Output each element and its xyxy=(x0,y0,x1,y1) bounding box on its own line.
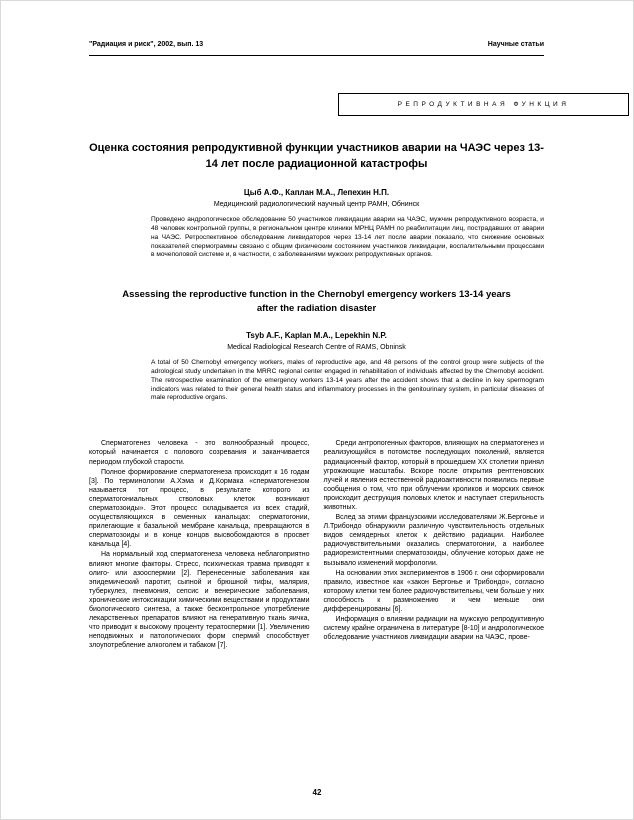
article-title-ru: Оценка состояния репродуктивной функции участников аварии на ЧАЭС через 13-14 лет после радиационной катастрофы xyxy=(89,142,544,170)
affiliation-ru: Медицинский радиологический научный центр РАМН, Обнинск xyxy=(213,200,420,208)
affiliation-en: Medical Radiological Research Centre of RAMS, Obninsk xyxy=(227,343,406,351)
journal-reference: "Радиация и риск", 2002, вып. 13 xyxy=(89,41,204,48)
paragraph: Вслед за этими французскими исследователями Ж.Бергонье и Л.Трибондо обнаружили различную чувствительность отдельных видов семядерных клеток к действию радиации. Наиболее радиочувствительными оказались сперматогонии, а наиболее радиорезистентными сперматозоиды, облучение которых даже не вызывало изменений морфологии. xyxy=(323,514,544,567)
body-left-column xyxy=(89,439,310,651)
paragraph: На основании этих экспериментов в 1906 г. они сформировали правило, известное как «закон Бергонье и Трибондо», согласно которому клетки тем более радиочувствительны, чем больше у них способность к размножению и чем меньше они дифференцированы [6]. xyxy=(323,569,544,613)
paragraph: На нормальный ход сперматогенеза человека неблагоприятно влияют многие факторы. Стресс, психическая травма приводят к олиго- или азооспермии [2]. Перенесенные заболевания как эпидемический паротит, сыпной и брюшной тифы, малярия, туберкулез, пневмония, сепсис и венерические заболевания, хронические интоксикации химическими веществами и продуктами биологического синтеза, а также бесконтрольное употребление лекарственных препаратов влияют на генеративную ткань яичка, что приводит к высокому проценту тератоспермии [1]. Увеличению неподвижных и патологических форм спермий способствует злоупотребление алкоголем и табаком [7]. xyxy=(89,551,310,650)
page-header xyxy=(89,41,544,56)
abstract-ru: Проведено андрологическое обследование 50 участников ликвидации аварии на ЧАЭС, мужчин репродуктивного возраста, и 48 человек контрольной группы, в региональном центре клиники МРНЦ РАМН по реабилитации лиц, пострадавших от аварии на ЧАЭС. Ретроспективное обследование ликвидаторов через 13-14 лет после аварии показало, что снижение основных показателей спермограммы связано с общим физическим состоянием участников ликвидации, воспалительными процессами в мочеполовой системе и, в частности, с заболеваниями мужских репродуктивных органов. xyxy=(151,215,544,259)
abstract-en: A total of 50 Chernobyl emergency workers, males of reproductive age, and 48 persons of the control group were subjects of the adrological study undertaken in the MRRC regional center engaged in rehabilitation of individuals affected by the Chernobyl accident. The retrospective examination of the emergency workers 13-14 years after the accident shows that a decline in key spermogram indicators was related to their general health status and inflammatory processes in the genitourinary system, in particular diseases of male reproductive organs. xyxy=(151,358,544,402)
page-number: 42 xyxy=(312,788,322,797)
article-content xyxy=(89,131,544,651)
paragraph: Полное формирование сперматогенеза происходит к 16 годам [3]. По терминологии А.Хэма и Д.Кормака «сперматогенезом называется тот процесс, в результате которого из сперматогониальных стволовых клеток возникают сперматозоиды». Этот процесс складывается из всех стадий, осуществляющихся в семенных канальцах: сперматогонии, прилегающие к базальной мембране канальца, превращаются в сперматозоиды и в конце концов высвобождаются в просвет канальца [4]. xyxy=(89,468,310,549)
article-title-en: Assessing the reproductive function in the Chernobyl emergency workers 13-14 years after the radiation disaster xyxy=(122,289,511,315)
section-title: РЕПРОДУКТИВНАЯ ФУНКЦИЯ xyxy=(397,101,570,108)
section-header-label: Научные статьи xyxy=(487,41,544,48)
body-columns xyxy=(89,439,544,651)
authors-ru: Цыб А.Ф., Каплан М.А., Лепехин Н.П. xyxy=(243,187,390,197)
paragraph: Информация о влиянии радиации на мужскую репродуктивную систему крайне ограничена в литературе [8-10] и андрологическое обследование участников ликвидации аварии на ЧАЭС, прове- xyxy=(323,616,544,642)
paragraph: Сперматогенез человека - это волнообразный процесс, который начинается с полового созревания и заканчивается периодом глубокой старости. xyxy=(89,440,310,466)
authors-en: Tsyb A.F., Kaplan M.A., Lepekhin N.P. xyxy=(246,330,387,340)
section-title-box xyxy=(338,93,629,116)
paragraph: Среди антропогенных факторов, влияющих на сперматогенез и реализующийся в потомстве последующих поколений, является радиационный фактор, который в прошедшем XX столетии принял угрожающие масштабы. Вскоре после открытия рентгеновских лучей и явления естественной радиоактивности появились первые сообщения о том, что при облучении кроликов и морских свинок происходит деструкция половых клеток и наступает стерильность животных. xyxy=(323,440,544,511)
body-right-column xyxy=(324,439,545,651)
